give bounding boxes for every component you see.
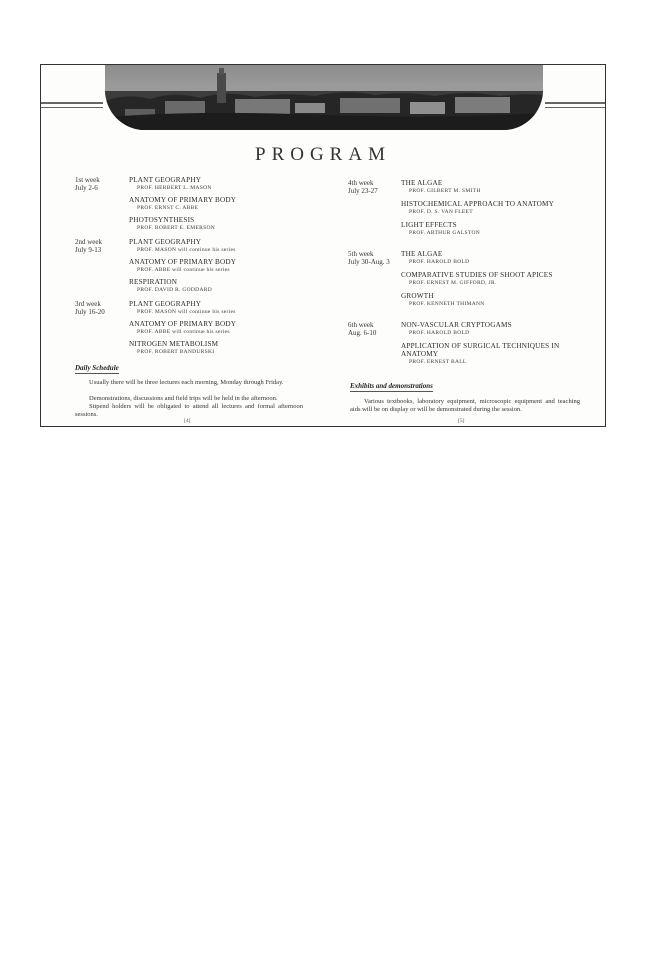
page-title: PROGRAM xyxy=(255,144,391,165)
course-entry xyxy=(401,250,469,266)
week-label xyxy=(348,321,404,337)
course-professor: PROF. GILBERT M. SMITH xyxy=(409,188,481,194)
course-title: PLANT GEOGRAPHY xyxy=(129,300,202,308)
course-title: ANATOMY OF PRIMARY BODY xyxy=(129,320,237,328)
page-number: [4] xyxy=(184,418,191,424)
week-number: 4th week xyxy=(348,179,374,187)
campus-panorama-image xyxy=(105,65,543,130)
course-entry xyxy=(401,321,512,337)
right-double-rule xyxy=(545,102,606,108)
course-title: NON-VASCULAR CRYPTOGAMS xyxy=(401,321,512,329)
course-professor: PROF. ABBE will continue his series xyxy=(137,329,230,335)
course-title: APPLICATION OF SURGICAL TECHNIQUES IN ANATOMY xyxy=(401,342,560,358)
course-title: PLANT GEOGRAPHY xyxy=(129,238,202,246)
course-title: NITROGEN METABOLISM xyxy=(129,340,219,348)
course-professor: PROF. ARTHUR GALSTON xyxy=(409,230,480,236)
course-professor: PROF. ERNST C. ABBE xyxy=(137,205,199,211)
course-professor: PROF. MASON will continue his series xyxy=(137,247,236,253)
course-entry xyxy=(401,221,480,237)
program-page-spread xyxy=(40,64,606,427)
week-label xyxy=(75,238,131,254)
course-professor: PROF. ABBE will continue his series xyxy=(137,267,230,273)
course-professor: PROF. ERNEST M. GIFFORD, JR. xyxy=(409,280,497,286)
week-dates: July 30-Aug. 3 xyxy=(348,258,390,266)
course-title: LIGHT EFFECTS xyxy=(401,221,457,229)
week-label xyxy=(75,176,131,192)
course-professor: PROF. DAVID R. GODDARD xyxy=(137,287,212,293)
week-dates: July 9-13 xyxy=(75,246,102,254)
course-professor: PROF. ROBERT E. EMERSON xyxy=(137,225,215,231)
course-title: THE ALGAE xyxy=(401,179,443,187)
week-label xyxy=(75,300,131,316)
course-entry xyxy=(401,292,485,308)
week-dates: July 16-20 xyxy=(75,308,105,316)
course-entry xyxy=(401,179,481,195)
course-entry xyxy=(129,320,236,336)
week-number: 1st week xyxy=(75,176,100,184)
course-title: PLANT GEOGRAPHY xyxy=(129,176,202,184)
exhibits-heading: Exhibits and demonstrations xyxy=(350,382,433,390)
week-dates: July 2-6 xyxy=(75,184,98,192)
exhibits-paragraph: Various textbooks, laboratory equipment, microscopic equipment and teaching aids will be on display or will be demonstrated during the session. xyxy=(350,398,580,413)
course-title: RESPIRATION xyxy=(129,278,178,286)
course-professor: PROF. KENNETH THIMANN xyxy=(409,301,485,307)
course-entry xyxy=(129,196,236,212)
course-entry xyxy=(129,216,215,232)
course-title: ANATOMY OF PRIMARY BODY xyxy=(129,196,237,204)
course-professor: PROF. D. S. VAN FLEET xyxy=(409,209,473,215)
course-entry xyxy=(129,300,236,316)
daily-schedule-paragraph: Stipend holders will be obligated to attend all lectures and formal afternoon sessions. xyxy=(75,403,303,418)
course-professor: PROF. MASON will continue his series xyxy=(137,309,236,315)
course-professor: PROF. HERBERT L. MASON xyxy=(137,185,212,191)
course-entry xyxy=(129,340,218,356)
daily-schedule-paragraph: Demonstrations, discussions and field trips will be held in the afternoon. xyxy=(89,395,278,402)
week-label xyxy=(348,179,404,195)
course-title: ANATOMY OF PRIMARY BODY xyxy=(129,258,237,266)
week-number: 6th week xyxy=(348,321,374,329)
course-professor: PROF. ERNEST BALL xyxy=(409,359,467,365)
course-entry xyxy=(129,176,212,192)
left-double-rule xyxy=(41,102,103,108)
week-dates: Aug. 6-10 xyxy=(348,329,377,337)
course-entry xyxy=(401,342,581,366)
week-number: 5th week xyxy=(348,250,374,258)
page-number: [5] xyxy=(458,418,465,424)
course-entry xyxy=(129,278,212,294)
week-number: 2nd week xyxy=(75,238,103,246)
course-professor: PROF. HAROLD BOLD xyxy=(409,330,470,336)
daily-schedule-paragraph: Usually there will be three lectures each morning, Monday through Friday. xyxy=(89,379,284,386)
course-entry xyxy=(129,238,236,254)
course-entry xyxy=(401,271,553,287)
course-entry xyxy=(129,258,236,274)
course-title: PHOTOSYNTHESIS xyxy=(129,216,195,224)
course-professor: PROF. ROBERT BANDURSKI xyxy=(137,349,215,355)
course-title: THE ALGAE xyxy=(401,250,443,258)
week-label xyxy=(348,250,404,266)
course-title: GROWTH xyxy=(401,292,434,300)
course-title: HISTOCHEMICAL APPROACH TO ANATOMY xyxy=(401,200,554,208)
course-professor: PROF. HAROLD BOLD xyxy=(409,259,470,265)
course-title: COMPARATIVE STUDIES OF SHOOT APICES xyxy=(401,271,553,279)
daily-schedule-heading: Daily Schedule xyxy=(75,364,119,372)
course-entry xyxy=(401,200,554,216)
week-number: 3rd week xyxy=(75,300,101,308)
week-dates: July 23-27 xyxy=(348,187,378,195)
